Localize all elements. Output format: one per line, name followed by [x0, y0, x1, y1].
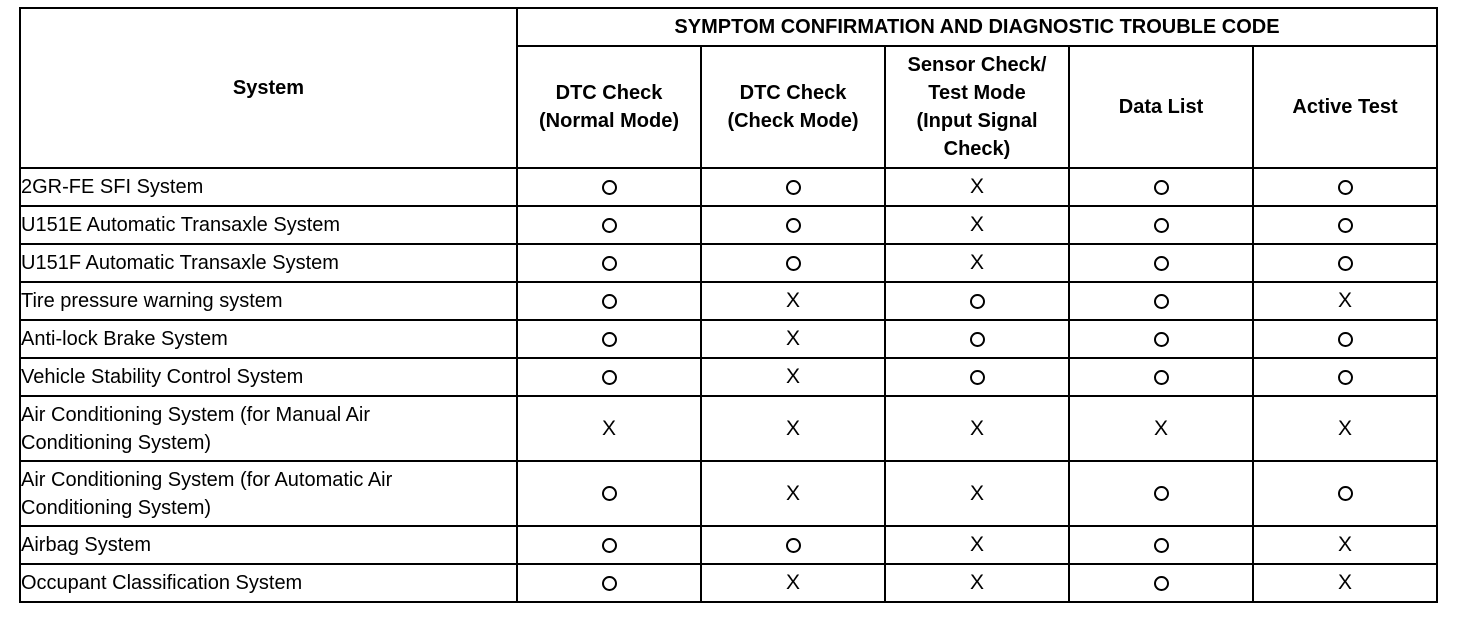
supported-mark [1338, 218, 1353, 233]
supported-mark [970, 370, 985, 385]
table-row [20, 564, 1437, 602]
not-supported-mark: X [1337, 289, 1352, 312]
support-cell-dtc-check-mode [701, 282, 885, 320]
supported-mark [1154, 486, 1169, 501]
supported-mark [786, 218, 801, 233]
supported-mark [1154, 256, 1169, 271]
support-cell-active-test [1253, 168, 1437, 206]
support-cell-active-test [1253, 564, 1437, 602]
table-row [20, 358, 1437, 396]
support-cell-data-list [1069, 320, 1253, 358]
not-supported-mark: X [969, 251, 984, 274]
supported-mark [786, 538, 801, 553]
support-cell-sensor-check-test-mode [885, 282, 1069, 320]
table-row [20, 396, 1437, 461]
not-supported-mark: X [1337, 533, 1352, 556]
supported-mark [602, 180, 617, 195]
support-cell-active-test [1253, 396, 1437, 461]
not-supported-mark: X [969, 213, 984, 236]
support-cell-active-test [1253, 358, 1437, 396]
not-supported-mark: X [785, 416, 800, 440]
supported-mark [602, 332, 617, 347]
supported-mark [1338, 332, 1353, 347]
system-name-cell: Air Conditioning System (for Automatic Air Conditioning System) [20, 461, 517, 526]
support-cell-sensor-check-test-mode [885, 396, 1069, 461]
support-cell-dtc-normal-mode [517, 206, 701, 244]
support-cell-data-list [1069, 358, 1253, 396]
not-supported-mark: X [1153, 416, 1168, 440]
support-cell-active-test [1253, 282, 1437, 320]
system-name-cell: Air Conditioning System (for Manual Air Conditioning System) [20, 396, 517, 461]
support-cell-dtc-normal-mode [517, 564, 701, 602]
table-row [20, 461, 1437, 526]
support-cell-sensor-check-test-mode [885, 320, 1069, 358]
supported-mark [602, 294, 617, 309]
supported-mark [1154, 576, 1169, 591]
support-cell-data-list [1069, 526, 1253, 564]
support-cell-sensor-check-test-mode [885, 206, 1069, 244]
supported-mark [786, 256, 801, 271]
column-header-dtc-check-mode: DTC Check (Check Mode) [701, 46, 885, 168]
table-row [20, 244, 1437, 282]
supported-mark [1338, 370, 1353, 385]
system-name-cell: Anti-lock Brake System [20, 320, 517, 358]
supported-mark [1338, 486, 1353, 501]
system-name-cell: U151F Automatic Transaxle System [20, 244, 517, 282]
support-cell-sensor-check-test-mode [885, 168, 1069, 206]
support-cell-sensor-check-test-mode [885, 358, 1069, 396]
support-cell-data-list [1069, 461, 1253, 526]
not-supported-mark: X [1337, 416, 1352, 440]
support-cell-active-test [1253, 206, 1437, 244]
support-cell-sensor-check-test-mode [885, 526, 1069, 564]
support-cell-dtc-normal-mode [517, 526, 701, 564]
support-cell-dtc-normal-mode [517, 461, 701, 526]
not-supported-mark: X [785, 481, 800, 505]
not-supported-mark: X [785, 571, 800, 594]
supported-mark [602, 486, 617, 501]
not-supported-mark: X [1337, 571, 1352, 594]
column-header-sensor-check-test-mode: Sensor Check/ Test Mode (Input Signal Check) [885, 46, 1069, 168]
support-cell-dtc-normal-mode [517, 396, 701, 461]
support-cell-active-test [1253, 526, 1437, 564]
not-supported-mark: X [969, 416, 984, 440]
support-cell-dtc-check-mode [701, 526, 885, 564]
support-cell-sensor-check-test-mode [885, 564, 1069, 602]
support-cell-dtc-normal-mode [517, 358, 701, 396]
support-cell-dtc-check-mode [701, 396, 885, 461]
support-cell-data-list [1069, 396, 1253, 461]
supported-mark [1154, 180, 1169, 195]
system-name-cell: 2GR-FE SFI System [20, 168, 517, 206]
diagnostic-support-table [19, 7, 1438, 603]
support-cell-dtc-check-mode [701, 168, 885, 206]
table-row [20, 282, 1437, 320]
table-row [20, 526, 1437, 564]
support-cell-data-list [1069, 244, 1253, 282]
supported-mark [786, 180, 801, 195]
system-column-header: System [20, 8, 517, 168]
supported-mark [1154, 294, 1169, 309]
system-name-cell: U151E Automatic Transaxle System [20, 206, 517, 244]
supported-mark [602, 370, 617, 385]
support-cell-dtc-check-mode [701, 320, 885, 358]
supported-mark [1338, 180, 1353, 195]
supported-mark [970, 294, 985, 309]
not-supported-mark: X [969, 571, 984, 594]
symptom-group-header: SYMPTOM CONFIRMATION AND DIAGNOSTIC TROUBLE CODE [517, 8, 1437, 46]
column-header-active-test: Active Test [1253, 46, 1437, 168]
support-cell-active-test [1253, 461, 1437, 526]
supported-mark [1154, 538, 1169, 553]
support-cell-active-test [1253, 320, 1437, 358]
supported-mark [602, 538, 617, 553]
supported-mark [602, 256, 617, 271]
supported-mark [1154, 218, 1169, 233]
system-name-cell: Occupant Classification System [20, 564, 517, 602]
supported-mark [602, 218, 617, 233]
not-supported-mark: X [785, 327, 800, 350]
support-cell-dtc-check-mode [701, 461, 885, 526]
support-cell-data-list [1069, 168, 1253, 206]
not-supported-mark: X [785, 365, 800, 388]
not-supported-mark: X [969, 175, 984, 198]
support-cell-dtc-normal-mode [517, 244, 701, 282]
column-header-data-list: Data List [1069, 46, 1253, 168]
support-cell-dtc-check-mode [701, 564, 885, 602]
supported-mark [970, 332, 985, 347]
system-name-cell: Vehicle Stability Control System [20, 358, 517, 396]
supported-mark [1338, 256, 1353, 271]
support-cell-dtc-check-mode [701, 358, 885, 396]
supported-mark [602, 576, 617, 591]
support-cell-data-list [1069, 564, 1253, 602]
support-cell-dtc-check-mode [701, 206, 885, 244]
not-supported-mark: X [601, 416, 616, 440]
system-name-cell: Tire pressure warning system [20, 282, 517, 320]
support-cell-dtc-normal-mode [517, 282, 701, 320]
support-cell-active-test [1253, 244, 1437, 282]
supported-mark [1154, 332, 1169, 347]
system-name-cell: Airbag System [20, 526, 517, 564]
table-row [20, 320, 1437, 358]
column-header-dtc-normal-mode: DTC Check (Normal Mode) [517, 46, 701, 168]
support-cell-sensor-check-test-mode [885, 244, 1069, 282]
support-cell-data-list [1069, 282, 1253, 320]
support-cell-data-list [1069, 206, 1253, 244]
table-row [20, 168, 1437, 206]
support-cell-dtc-normal-mode [517, 320, 701, 358]
support-cell-dtc-normal-mode [517, 168, 701, 206]
support-cell-sensor-check-test-mode [885, 461, 1069, 526]
supported-mark [1154, 370, 1169, 385]
not-supported-mark: X [969, 481, 984, 505]
support-cell-dtc-check-mode [701, 244, 885, 282]
table-row [20, 206, 1437, 244]
not-supported-mark: X [969, 533, 984, 556]
not-supported-mark: X [785, 289, 800, 312]
